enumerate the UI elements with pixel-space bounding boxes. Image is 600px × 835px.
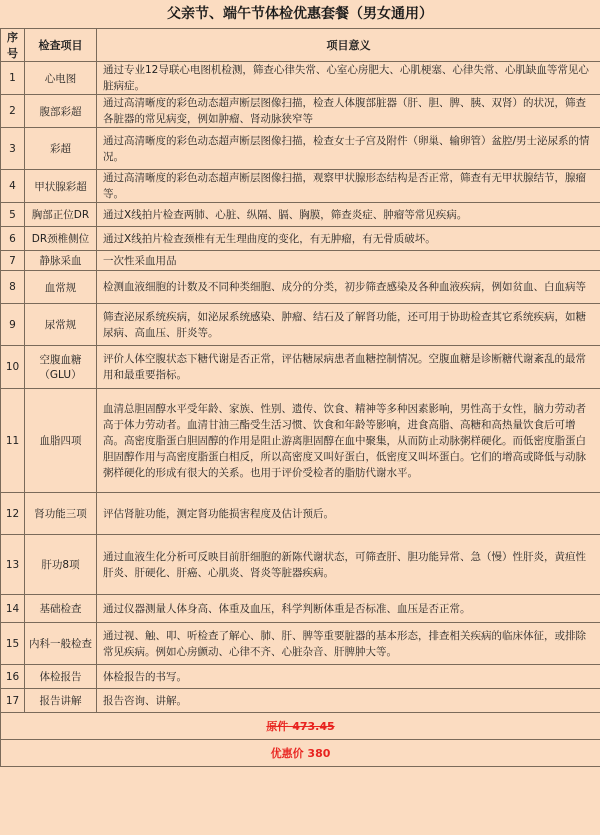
row-meaning: 通过高清晰度的彩色动态超声断层图像扫描，检查人体腹部脏器（肝、胆、脾、胰、双肾）的状况，筛查各脏器的常见病变，例如肿瘤、肾动脉狭窄等 <box>97 95 600 128</box>
table-row <box>1 227 600 251</box>
table-row <box>1 346 600 389</box>
original-price <box>1 713 600 740</box>
table-row <box>1 62 600 95</box>
row-number: 14 <box>1 595 25 623</box>
row-number: 1 <box>1 62 25 95</box>
row-item-name: 血常规 <box>25 271 97 304</box>
row-item-name: 基础检查 <box>25 595 97 623</box>
row-number: 17 <box>1 689 25 713</box>
table-row <box>1 535 600 595</box>
row-item-name: 空腹血糖（GLU） <box>25 346 97 389</box>
table-row <box>1 128 600 170</box>
row-number: 11 <box>1 389 25 493</box>
header-item: 检查项目 <box>25 29 97 62</box>
row-item-name: 血脂四项 <box>25 389 97 493</box>
table-row <box>1 251 600 271</box>
row-meaning: 通过高清晰度的彩色动态超声断层图像扫描，观察甲状腺形态结构是否正常，筛查有无甲状腺结节，腺瘤等。 <box>97 170 600 203</box>
original-price-text: 原件 473.45 <box>266 720 335 733</box>
table-row <box>1 689 600 713</box>
row-meaning: 通过仪器测量人体身高、体重及血压，科学判断体重是否标准、血压是否正常。 <box>97 595 600 623</box>
row-meaning: 筛查泌尿系统疾病，如泌尿系统感染、肿瘤、结石及了解肾功能，还可用于协助检查其它系统疾病，如糖尿病、高血压、肝炎等。 <box>97 304 600 346</box>
package-table <box>0 28 600 767</box>
row-number: 9 <box>1 304 25 346</box>
row-meaning: 血清总胆固醇水平受年龄、家族、性别、遗传、饮食、精神等多种因素影响，男性高于女性，脑力劳动者高于体力劳动者。血清甘油三酯受生活习惯、饮食和年龄等影响，进食高脂、高糖和高热量饮食后可增高。高密度脂蛋白胆固醇的作用是阻止游离胆固醇在血中聚集，从而防止动脉粥样硬化。而低密度脂蛋白胆固醇作用与高密度脂蛋白相反，所以高密度又叫好蛋白，低密度又叫坏蛋白。它们的增高或降低与动脉粥样硬化的形成有很大的关系。也用于评价受检者的脂肪代谢水平。 <box>97 389 600 493</box>
row-meaning: 通过专业12导联心电图机检测，筛查心律失常、心室心房肥大、心肌梗塞、心律失常、心肌缺血等常见心脏病症。 <box>97 62 600 95</box>
row-number: 16 <box>1 665 25 689</box>
row-item-name: 彩超 <box>25 128 97 170</box>
row-number: 12 <box>1 493 25 535</box>
row-item-name: 报告讲解 <box>25 689 97 713</box>
row-number: 7 <box>1 251 25 271</box>
row-item-name: 肾功能三项 <box>25 493 97 535</box>
table-row <box>1 203 600 227</box>
table-row <box>1 95 600 128</box>
row-item-name: 腹部彩超 <box>25 95 97 128</box>
row-meaning: 通过X线拍片检查颈椎有无生理曲度的变化，有无肿瘤，有无骨质破坏。 <box>97 227 600 251</box>
row-meaning: 通过血液生化分析可反映目前肝细胞的新陈代谢状态，可筛查肝、胆功能异常、急（慢）性肝炎，黄疸性肝炎、肝硬化、肝癌、心肌炎、肾炎等脏器疾病。 <box>97 535 600 595</box>
row-number: 3 <box>1 128 25 170</box>
row-number: 6 <box>1 227 25 251</box>
row-number: 8 <box>1 271 25 304</box>
table-header-row <box>1 29 600 62</box>
row-meaning: 通过高清晰度的彩色动态超声断层图像扫描，检查女士子宫及附件（卵巢、输卵管）盆腔/男士泌尿系的情况。 <box>97 128 600 170</box>
page-title: 父亲节、端午节体检优惠套餐（男女通用） <box>0 0 600 29</box>
row-item-name: DR颈椎侧位 <box>25 227 97 251</box>
row-number: 2 <box>1 95 25 128</box>
row-item-name: 静脉采血 <box>25 251 97 271</box>
row-meaning: 体检报告的书写。 <box>97 665 600 689</box>
table-row <box>1 665 600 689</box>
table-row <box>1 170 600 203</box>
row-item-name: 甲状腺彩超 <box>25 170 97 203</box>
promo-price <box>1 740 600 767</box>
row-item-name: 内科一般检查 <box>25 623 97 665</box>
row-meaning: 通过X线拍片检查两肺、心脏、纵隔、膈、胸膜，筛查炎症、肿瘤等常见疾病。 <box>97 203 600 227</box>
row-item-name: 尿常规 <box>25 304 97 346</box>
header-no: 序号 <box>1 29 25 62</box>
table-row <box>1 304 600 346</box>
table-row <box>1 623 600 665</box>
row-meaning: 报告咨询、讲解。 <box>97 689 600 713</box>
row-meaning: 评估肾脏功能，测定肾功能损害程度及估计预后。 <box>97 493 600 535</box>
promo-price-text: 优惠价 380 <box>270 747 331 760</box>
row-item-name: 体检报告 <box>25 665 97 689</box>
row-number: 10 <box>1 346 25 389</box>
table-row <box>1 493 600 535</box>
row-number: 15 <box>1 623 25 665</box>
row-item-name: 肝功8项 <box>25 535 97 595</box>
row-meaning: 评价人体空腹状态下糖代谢是否正常，评估糖尿病患者血糖控制情况。空腹血糖是诊断糖代谢紊乱的最常用和最重要指标。 <box>97 346 600 389</box>
promo-price-row <box>1 740 600 767</box>
row-meaning: 通过视、触、叩、听检查了解心、肺、肝、脾等重要脏器的基本形态，排查相关疾病的临床体征，或排除常见疾病。例如心房颤动、心律不齐、心脏杂音、肝脾肿大等。 <box>97 623 600 665</box>
row-item-name: 胸部正位DR <box>25 203 97 227</box>
row-number: 5 <box>1 203 25 227</box>
table-row <box>1 271 600 304</box>
row-number: 13 <box>1 535 25 595</box>
table-row <box>1 389 600 493</box>
row-number: 4 <box>1 170 25 203</box>
table-row <box>1 595 600 623</box>
original-price-row <box>1 713 600 740</box>
row-meaning: 一次性采血用品 <box>97 251 600 271</box>
header-meaning: 项目意义 <box>97 29 600 62</box>
row-item-name: 心电图 <box>25 62 97 95</box>
row-meaning: 检测血液细胞的计数及不同种类细胞、成分的分类，初步筛查感染及各种血液疾病，例如贫血、白血病等 <box>97 271 600 304</box>
